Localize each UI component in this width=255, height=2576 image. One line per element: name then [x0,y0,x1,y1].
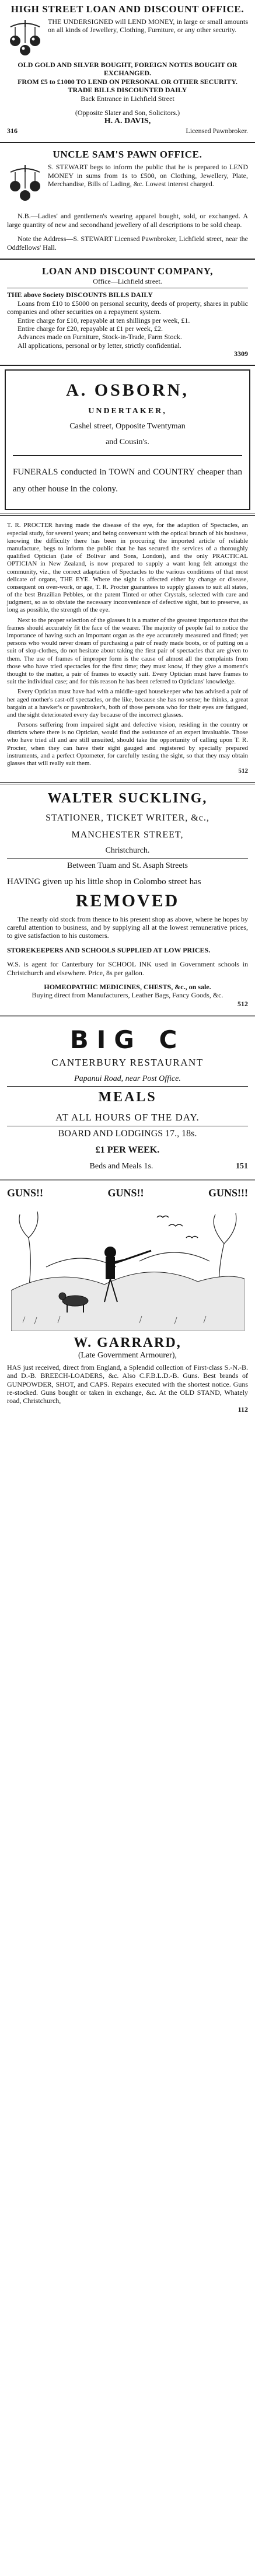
ad-body-2: Next to the proper selection of the glasses it is a matter of the greatest importance that the frames should accurately fit the face of the wearer. The majority of people fail to notice the importance of having such an important organ as the eye accurately measured and fitted; yet persons who would never dream of purchasing a pair of ready made boots, or of putting on a suit of slop-clothes, do not hesitate about taking the first pair of spectacles that are given to them. The use of frames of improper form is the cause of almost all the complaints from those who have tried spectacles for the first time; they must know, if they give a moment's thought to the matter, a pair of frames to exactly suit. Every Optician must have frames to suit the individual case; and for this reason he has been referred to Opticians' knowledge. [7,616,248,686]
ad-homeopathic: HOMEOPATHIC MEDICINES, CHESTS, &c., on sale. [44,982,211,991]
ad-body-4: Persons suffering from impaired sight and defective vision, residing in the country or districts where there is no Optician, would find the assistance of an expert invaluable. Those who have tried all and are still unsuited, should take the opportunity of calling upon T. R. Procter, when they can have their sight gauged and registered by specially prepared instruments, and a perfect Optometer, for carefully testing the sight, so that they may obtain glasses that will really suit them. [7,721,248,767]
ad-removed-heading: REMOVED [75,891,180,911]
ad-subtitle: Office—Lichfield street. [93,277,162,285]
ad-body: FUNERALS conducted in TOWN and COUNTRY cheaper than any other house in the colony. [13,467,242,494]
ad-ref-number: 316 [7,126,18,135]
ad-lead: THE UNDERSIGNED will LEND MONEY, in large or small amounts on all kinds of Jewellery, Clothing, Furniture, or any other security. [48,18,248,34]
pawnbroker-balls-icon [7,19,43,60]
ad-title: UNCLE SAM'S PAWN OFFICE. [53,149,202,160]
ad-banner: BIG C [69,1025,186,1055]
divider [0,1015,255,1017]
ad-signer: H. A. DAVIS, [104,117,151,126]
ad-body-6: All applications, personal or by letter, strictly confidential. [18,341,181,350]
ad-body-4: Entire charge for £20, repayable at £1 per week, £2. [18,324,163,333]
ad-line-opposite: (Opposite Slater and Son, Solicitors.) [75,109,180,117]
ad-body: HAVING given up his little shop in Colombo street has [7,877,201,886]
ad-role: UNDERTAKER, [88,406,167,416]
ad-body-1: THE above Society DISCOUNTS BILLS DAILY [7,291,153,299]
canterbury-restaurant-ad [0,1020,255,1177]
ad-name: CANTERBURY RESTAURANT [51,1056,204,1068]
divider [0,365,255,366]
divider [0,514,255,516]
ad-title: HIGH STREET LOAN AND DISCOUNT OFFICE. [11,4,244,15]
garrard-guns-ad [0,1184,255,1418]
ad-beds: Beds and Meals 1s. [89,1162,153,1171]
ad-week: £1 PER WEEK. [95,1145,160,1156]
procter-optician-ad [0,518,255,780]
uncle-sams-pawn-ad [0,145,255,256]
ad-ref-number: 3309 [234,350,248,358]
ad-body-2: Loans from £10 to £5000 on personal security, deeds of property, shares in public companies and other securities on a repayment system. [7,299,248,316]
ad-body: T. R. PROCTER having made the disease of the eye, for the adaption of Spectacles, an especial study, for several years; and being conversant with the optical branch of his business, knowing the difficulty there has been in procuring the imported article of reliable manufacture, begs to inform the public that he has secured the services of a thoroughly qualified Optician (late of Bolivar and Sons, London), and the only PRACTICAL OPTICIAN in New Zealand, is now prepared to supply a want long felt amongst the community, viz., the correct adaptation of Spectacles to the various conditions of that most delicate of organs, THE EYE. Where the sight is affected either by change or disease, consequent on over-work, or age, T. R. Procter guarantees to supply glasses to suit all states, of the best Brazilian Pebbles, or the patent Tinted or other Crystals, selected with care and judgment, so as to obviate the necessary inconvenience of defective sight, but to preserve, as long as possible, the strength of the eye. [7,522,248,614]
ad-nb: N.B.—Ladies' and gentlemen's wearing apparel bought, sold, or exchanged. A large quantity of new and secondhand jewellery of all descriptions to be sold cheap. [7,212,248,229]
ad-line-lend: FROM £5 to £1000 TO LEND ON PERSONAL OR OTHER SECURITY. [18,77,237,86]
divider [0,142,255,143]
ad-address: MANCHESTER STREET, [71,829,184,840]
ad-address: Cashel street, Opposite Twentyman [69,422,186,431]
ad-body-3: Entire charge for £10, repayable at ten shillings per week, £1. [18,316,190,324]
ad-guns-mid: GUNS!! [107,1186,144,1199]
ad-role: Licensed Pawnbroker. [186,126,248,135]
ad-body: HAS just received, direct from England, a Splendid collection of First-class S.-N.-B. and D.-B. BREECH-LOADERS, &c. Also C.F.B.L.D.-B. Guns. Best brands of GUNPOWDER, SHOT, and CAPS. Repairs executed with the shortest notice. Guns re-stocked. Guns bought or taken in exchange, &c. At the OLD STAND, Whately road, Christchurch, [7,1363,248,1405]
ad-ref-number: 512 [237,999,248,1008]
ad-direct: Buying direct from Manufacturers, Leather Bags, Fancy Goods, &c. [32,991,223,1000]
divider [7,858,248,859]
ad-storekeepers: STOREKEEPERS AND SCHOOLS SUPPLIED AT LOW PRICES. [7,945,211,954]
osborn-undertaker-ad [5,369,250,510]
loan-discount-company-ad [0,262,255,363]
ad-address-2: and Cousin's. [106,437,149,446]
divider [0,259,255,260]
ad-sub: (Late Government Armourer), [78,1351,177,1360]
ad-ref-number: 112 [237,1405,248,1413]
ad-ref-number: 512 [238,767,248,775]
ad-line-bills: TRADE BILLS DISCOUNTED DAILY [68,86,187,95]
hunting-scene-illustration [11,1203,244,1331]
ad-city: Christchurch. [105,846,150,856]
ad-title: LOAN AND DISCOUNT COMPANY, [42,265,213,277]
ad-guns-left: GUNS!! [7,1186,43,1199]
ad-guns-right: GUNS!!! [208,1186,248,1199]
pawnbroker-balls-icon [7,164,43,205]
ad-body-5: Advances made on Furniture, Stock-in-Trade, Farm Stock. [18,333,182,341]
divider [7,1086,248,1087]
ad-body-3: Every Optician must have had with a middle-aged housekeeper who has advised a pair of her aged mother's cast-off spectacles, or the like, because she has no sense; he thinks, a great bargain at a hawker's or pawnbroker's, both of those persons who for their eyes are fatigued, and the sight deteriorated every day because of the incorrect glasses. [7,688,248,718]
divider [0,1179,255,1181]
ad-board: BOARD AND LODGINGS 17., 18s. [58,1128,197,1139]
walter-suckling-ad [0,787,255,1013]
ad-note: Note the Address—S. STEWART Licensed Pawnbroker, Lichfield street, near the Oddfellows' Hall. [7,235,248,252]
ad-body: S. STEWART begs to inform the public that he is prepared to LEND MONEY in sums from 1s to £500, on Clothing, Jewellery, Plate, Merchandise, Bills of Lading, &c. Lowest interest charged. [48,163,248,189]
ad-role: STATIONER, TICKET WRITER, &c., [46,812,209,823]
divider [13,455,242,456]
ad-line-entrance: Back Entrance in Lichfield Street [81,94,174,103]
ad-name: WALTER SUCKLING, [47,791,208,807]
ad-body-2: The nearly old stock from thence to his present shop as above, where he hopes by careful attention to business, and by supplying all at the lowest remunerative prices, to give satisfaction to his customers. [7,914,248,940]
ad-name: A. OSBORN, [66,381,189,400]
high-street-loan-ad [0,0,255,139]
ad-meals: MEALS [98,1090,157,1105]
divider [0,782,255,784]
ad-hours: AT ALL HOURS OF THE DAY. [55,1111,200,1123]
ad-ref-number: 151 [235,1162,248,1171]
ad-between: Between Tuam and St. Asaph Streets [67,861,188,870]
ad-agent: W.S. is agent for Canterbury for SCHOOL INK used in Government schools in Christchurch and elsewhere. Price, 8s per gallon. [7,960,248,977]
ad-line-old-gold: OLD GOLD AND SILVER BOUGHT, FOREIGN NOTES BOUGHT OR EXCHANGED. [18,61,237,78]
ad-address: Papanui Road, near Post Office. [74,1074,181,1083]
ad-name: W. GARRARD, [74,1335,181,1351]
